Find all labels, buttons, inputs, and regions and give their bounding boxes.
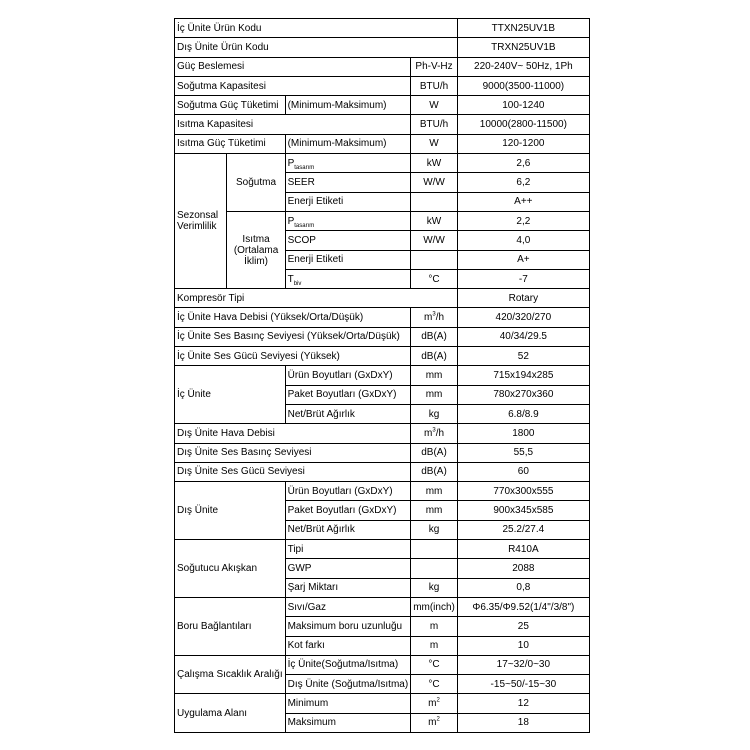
- row-unit: W: [411, 134, 458, 153]
- row-label: Dış Ünite Hava Debisi: [175, 424, 411, 443]
- group-label: Uygulama Alanı: [175, 694, 286, 733]
- row-unit: W/W: [411, 173, 458, 192]
- row-label: Isıtma Kapasitesi: [175, 115, 411, 134]
- row-value: 40/34/29.5: [457, 327, 589, 346]
- subgroup-label: Isıtma (Ortalama İklim): [227, 211, 285, 288]
- row-value: -7: [457, 269, 589, 288]
- table-row: [175, 154, 590, 173]
- row-value: 10: [457, 636, 589, 655]
- table-row: [175, 134, 590, 153]
- row-value: 17~32/0~30: [457, 655, 589, 674]
- row-value: Φ6.35/Φ9.52(1/4"/3/8"): [457, 597, 589, 616]
- row-value: 25.2/27.4: [457, 520, 589, 539]
- row-value: 2,6: [457, 154, 589, 173]
- table-row: [175, 540, 590, 559]
- table-row: [175, 19, 590, 38]
- table-row: [175, 366, 590, 385]
- row-value: 780x270x360: [457, 385, 589, 404]
- row-unit: °C: [411, 269, 458, 288]
- table-row: [175, 655, 590, 674]
- row-label: Paket Boyutları (GxDxY): [285, 501, 411, 520]
- row-unit: kW: [411, 211, 458, 230]
- table-row: [175, 327, 590, 346]
- row-value: 60: [457, 462, 589, 481]
- row-unit: °C: [411, 675, 458, 694]
- row-value: 6,2: [457, 173, 589, 192]
- row-value: R410A: [457, 540, 589, 559]
- row-label: İç Ünite Ses Gücü Seviyesi (Yüksek): [175, 347, 411, 366]
- row-unit: kg: [411, 520, 458, 539]
- row-unit: [411, 250, 458, 269]
- row-label: Enerji Etiketi: [285, 192, 411, 211]
- row-label: Güç Beslemesi: [175, 57, 411, 76]
- table-row: [175, 694, 590, 713]
- row-value: 4,0: [457, 231, 589, 250]
- row-unit: [411, 192, 458, 211]
- row-unit: BTU/h: [411, 115, 458, 134]
- row-label: Net/Brüt Ağırlık: [285, 404, 411, 423]
- row-value: A+: [457, 250, 589, 269]
- table-row: [175, 347, 590, 366]
- row-value: 6.8/8.9: [457, 404, 589, 423]
- row-unit: dB(A): [411, 327, 458, 346]
- table-row: [175, 443, 590, 462]
- row-unit: $m^2$: [411, 713, 458, 732]
- row-value: Rotary: [457, 289, 589, 308]
- row-unit: BTU/h: [411, 76, 458, 95]
- table-row: [175, 211, 590, 230]
- row-unit: °C: [411, 655, 458, 674]
- table-row: [175, 57, 590, 76]
- row-label: Net/Brüt Ağırlık: [285, 520, 411, 539]
- row-value: 1800: [457, 424, 589, 443]
- row-label: İç Ünite Ses Basınç Seviyesi (Yüksek/Orta/Düşük): [175, 327, 411, 346]
- row-value: 2,2: [457, 211, 589, 230]
- row-value: 220-240V~ 50Hz, 1Ph: [457, 57, 589, 76]
- row-value: 715x194x285: [457, 366, 589, 385]
- row-label: SCOP: [285, 231, 411, 250]
- subgroup-label: Soğutma: [227, 154, 285, 212]
- row-value: 52: [457, 347, 589, 366]
- row-unit: m: [411, 617, 458, 636]
- row-label: Soğutma Kapasitesi: [175, 76, 411, 95]
- table-row: [175, 482, 590, 501]
- row-value: 25: [457, 617, 589, 636]
- table-row: [175, 462, 590, 481]
- row-label: Maksimum boru uzunluğu: [285, 617, 411, 636]
- row-label: Tipi: [285, 540, 411, 559]
- row-value: 100-1240: [457, 96, 589, 115]
- row-label: İç Ünite Hava Debisi (Yüksek/Orta/Düşük): [175, 308, 411, 327]
- row-label: Soğutma Güç Tüketimi: [175, 96, 286, 115]
- group-label: Sezonsal Verimlilik: [175, 154, 227, 289]
- row-label: $P_{tasarım}$: [285, 211, 411, 230]
- spec-table: [174, 18, 590, 733]
- row-label: Dış Ünite Ses Basınç Seviyesi: [175, 443, 411, 462]
- row-value: -15~50/-15~30: [457, 675, 589, 694]
- row-value: 120-1200: [457, 134, 589, 153]
- row-label: $T_{biv}$: [285, 269, 411, 288]
- row-value: 10000(2800-11500): [457, 115, 589, 134]
- row-unit: dB(A): [411, 443, 458, 462]
- group-label: Çalışma Sıcaklık Aralığı: [175, 655, 286, 694]
- table-row: [175, 115, 590, 134]
- row-value: 770x300x555: [457, 482, 589, 501]
- table-row: [175, 96, 590, 115]
- table-row: [175, 289, 590, 308]
- table-row: [175, 308, 590, 327]
- row-label: Kot farkı: [285, 636, 411, 655]
- row-label: Kompresör Tipi: [175, 289, 458, 308]
- row-unit: $m^3/h$: [411, 308, 458, 327]
- row-value: 55,5: [457, 443, 589, 462]
- row-unit: [411, 559, 458, 578]
- row-value: 12: [457, 694, 589, 713]
- row-value: 0,8: [457, 578, 589, 597]
- row-label: Şarj Miktarı: [285, 578, 411, 597]
- row-unit: W: [411, 96, 458, 115]
- row-unit: kg: [411, 404, 458, 423]
- row-unit: mm: [411, 482, 458, 501]
- row-label: $P_{tasarım}$: [285, 154, 411, 173]
- row-label: İç Ünite(Soğutma/Isıtma): [285, 655, 411, 674]
- row-unit: dB(A): [411, 347, 458, 366]
- row-label: Dış Ünite (Soğutma/Isıtma): [285, 675, 411, 694]
- row-label: Enerji Etiketi: [285, 250, 411, 269]
- table-row: [175, 424, 590, 443]
- row-value: A++: [457, 192, 589, 211]
- row-label: Ürün Boyutları (GxDxY): [285, 366, 411, 385]
- group-label: Soğutucu Akışkan: [175, 540, 286, 598]
- row-unit: mm(inch): [411, 597, 458, 616]
- row-unit: kg: [411, 578, 458, 597]
- row-sublabel: (Minimum-Maksimum): [285, 96, 411, 115]
- row-value: 900x345x585: [457, 501, 589, 520]
- row-label: SEER: [285, 173, 411, 192]
- row-label: Minimum: [285, 694, 411, 713]
- row-label: Ürün Boyutları (GxDxY): [285, 482, 411, 501]
- row-value: TTXN25UV1B: [457, 19, 589, 38]
- row-unit: Ph-V-Hz: [411, 57, 458, 76]
- row-unit: kW: [411, 154, 458, 173]
- row-unit: [411, 540, 458, 559]
- group-label: İç Ünite: [175, 366, 286, 424]
- row-label: Isıtma Güç Tüketimi: [175, 134, 286, 153]
- row-value: 420/320/270: [457, 308, 589, 327]
- row-label: Paket Boyutları (GxDxY): [285, 385, 411, 404]
- table-row: [175, 38, 590, 57]
- table-row: [175, 76, 590, 95]
- row-unit: W/W: [411, 231, 458, 250]
- row-value: TRXN25UV1B: [457, 38, 589, 57]
- table-row: [175, 597, 590, 616]
- row-unit: dB(A): [411, 462, 458, 481]
- row-unit: m: [411, 636, 458, 655]
- row-sublabel: (Minimum-Maksimum): [285, 134, 411, 153]
- group-label: Boru Bağlantıları: [175, 597, 286, 655]
- row-label: GWP: [285, 559, 411, 578]
- row-unit: $m^2$: [411, 694, 458, 713]
- row-label: Sıvı/Gaz: [285, 597, 411, 616]
- row-label: Maksimum: [285, 713, 411, 732]
- row-value: 9000(3500-11000): [457, 76, 589, 95]
- row-label: Dış Ünite Ses Gücü Seviyesi: [175, 462, 411, 481]
- row-unit: mm: [411, 501, 458, 520]
- row-unit: mm: [411, 385, 458, 404]
- row-value: 2088: [457, 559, 589, 578]
- row-label: İç Ünite Ürün Kodu: [175, 19, 458, 38]
- group-label: Dış Ünite: [175, 482, 286, 540]
- row-unit: mm: [411, 366, 458, 385]
- row-label: Dış Ünite Ürün Kodu: [175, 38, 458, 57]
- row-value: 18: [457, 713, 589, 732]
- row-unit: $m^3/h$: [411, 424, 458, 443]
